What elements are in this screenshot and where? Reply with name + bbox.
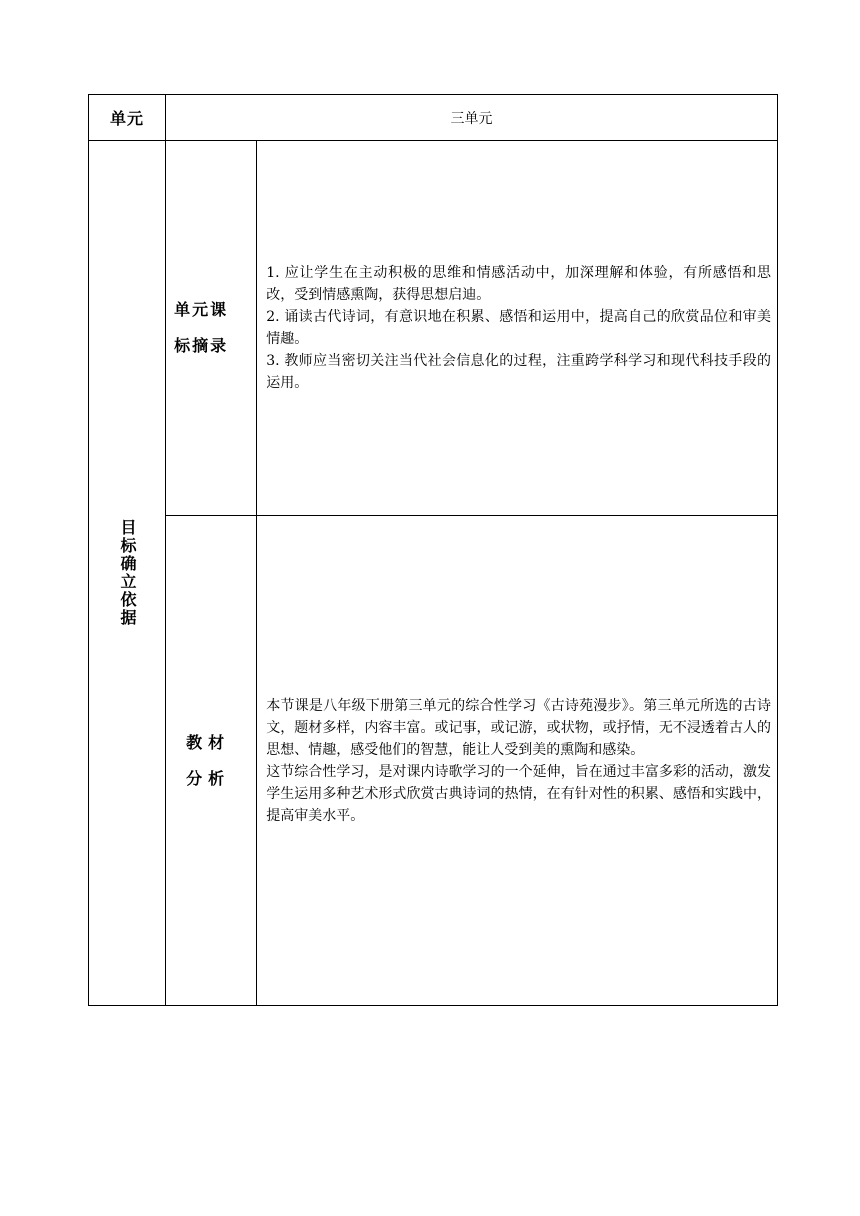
standards-item: 1. 应让学生在主动积极的思维和情感活动中，加深理解和体验，有所感悟和思改，受到情感熏陶，获得思想启迪。 <box>266 265 771 303</box>
material-label-line1: 教材 <box>186 732 231 752</box>
lesson-plan-table <box>88 94 778 1006</box>
material-label-line2: 分析 <box>186 768 231 788</box>
standards-item: 2. 诵读古代诗词，有意识地在积累、感悟和运用中，提高自己的欣赏品位和审美情趣。 <box>266 309 771 347</box>
standards-label-line2: 标摘录 <box>174 336 229 355</box>
material-label-cell <box>166 516 257 1006</box>
standards-content <box>257 141 778 516</box>
group-label: 目标确立依据 <box>118 519 138 627</box>
unit-row <box>89 95 778 141</box>
group-label-cell <box>89 141 166 1006</box>
standards-row <box>89 141 778 516</box>
standards-label-line1: 单元课 <box>174 300 229 319</box>
material-paragraph: 本节课是八年级下册第三单元的综合性学习《古诗苑漫步》。第三单元所选的古诗文，题材多样，内容丰富。或记事，或记游，或状物，或抒情，无不浸透着古人的思想、情趣，感受他们的智慧，能让人受到美的熏陶和感染。 <box>266 697 771 758</box>
standards-item: 3. 教师应当密切关注当代社会信息化的过程，注重跨学科学习和现代科技手段的运用。 <box>266 353 771 391</box>
material-paragraph: 这节综合性学习，是对课内诗歌学习的一个延伸，旨在通过丰富多彩的活动，激发学生运用多种艺术形式欣赏古典诗词的热情，在有针对性的积累、感悟和实践中，提高审美水平。 <box>266 763 771 824</box>
unit-value: 三单元 <box>166 95 778 141</box>
material-content <box>257 516 778 1006</box>
standards-label-cell <box>166 141 257 516</box>
material-row <box>89 516 778 1006</box>
unit-label: 单元 <box>89 95 166 141</box>
